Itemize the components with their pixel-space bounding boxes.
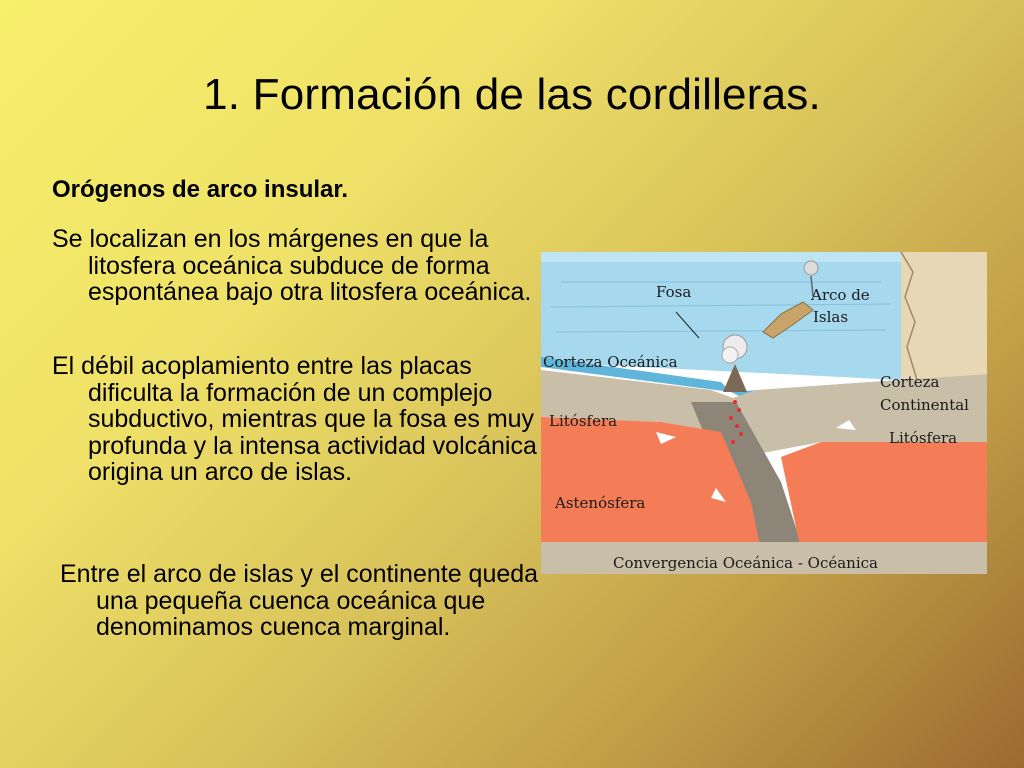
paragraph-1: Se localizan en los márgenes en que la litosfera oceánica subduce de forma espontánea bajo otra litosfera oceánica. (52, 225, 532, 306)
slide-title: 1. Formación de las cordilleras. (203, 70, 821, 119)
subduction-diagram (541, 252, 987, 574)
label-arco-de: Arco de (811, 286, 870, 304)
continent-block (901, 252, 987, 380)
label-continental: Continental (880, 396, 969, 414)
label-corteza: Corteza (880, 373, 940, 391)
label-litosfera-right: Litósfera (889, 429, 958, 447)
diagram-caption: Convergencia Oceánica - Océanica (613, 554, 878, 572)
paragraph-2: El débil acoplamiento entre las placas dificulta la formación de un complejo subductivo, mientras que la fosa es muy profunda y la intensa actividad volcánica origina un arco de islas. (52, 352, 537, 486)
paragraph-3: Entre el arco de islas y el continente queda una pequeña cuenca oceánica que denominamos cuenca marginal. (60, 560, 539, 641)
label-fosa: Fosa (656, 283, 692, 301)
section-subtitle: Orógenos de arco insular. (52, 176, 349, 203)
label-corteza-oceanica: Corteza Oceánica (543, 353, 678, 371)
label-litosfera-left: Litósfera (549, 412, 618, 430)
label-astenosfera: Astenósfera (555, 494, 646, 512)
label-islas: Islas (813, 308, 849, 326)
